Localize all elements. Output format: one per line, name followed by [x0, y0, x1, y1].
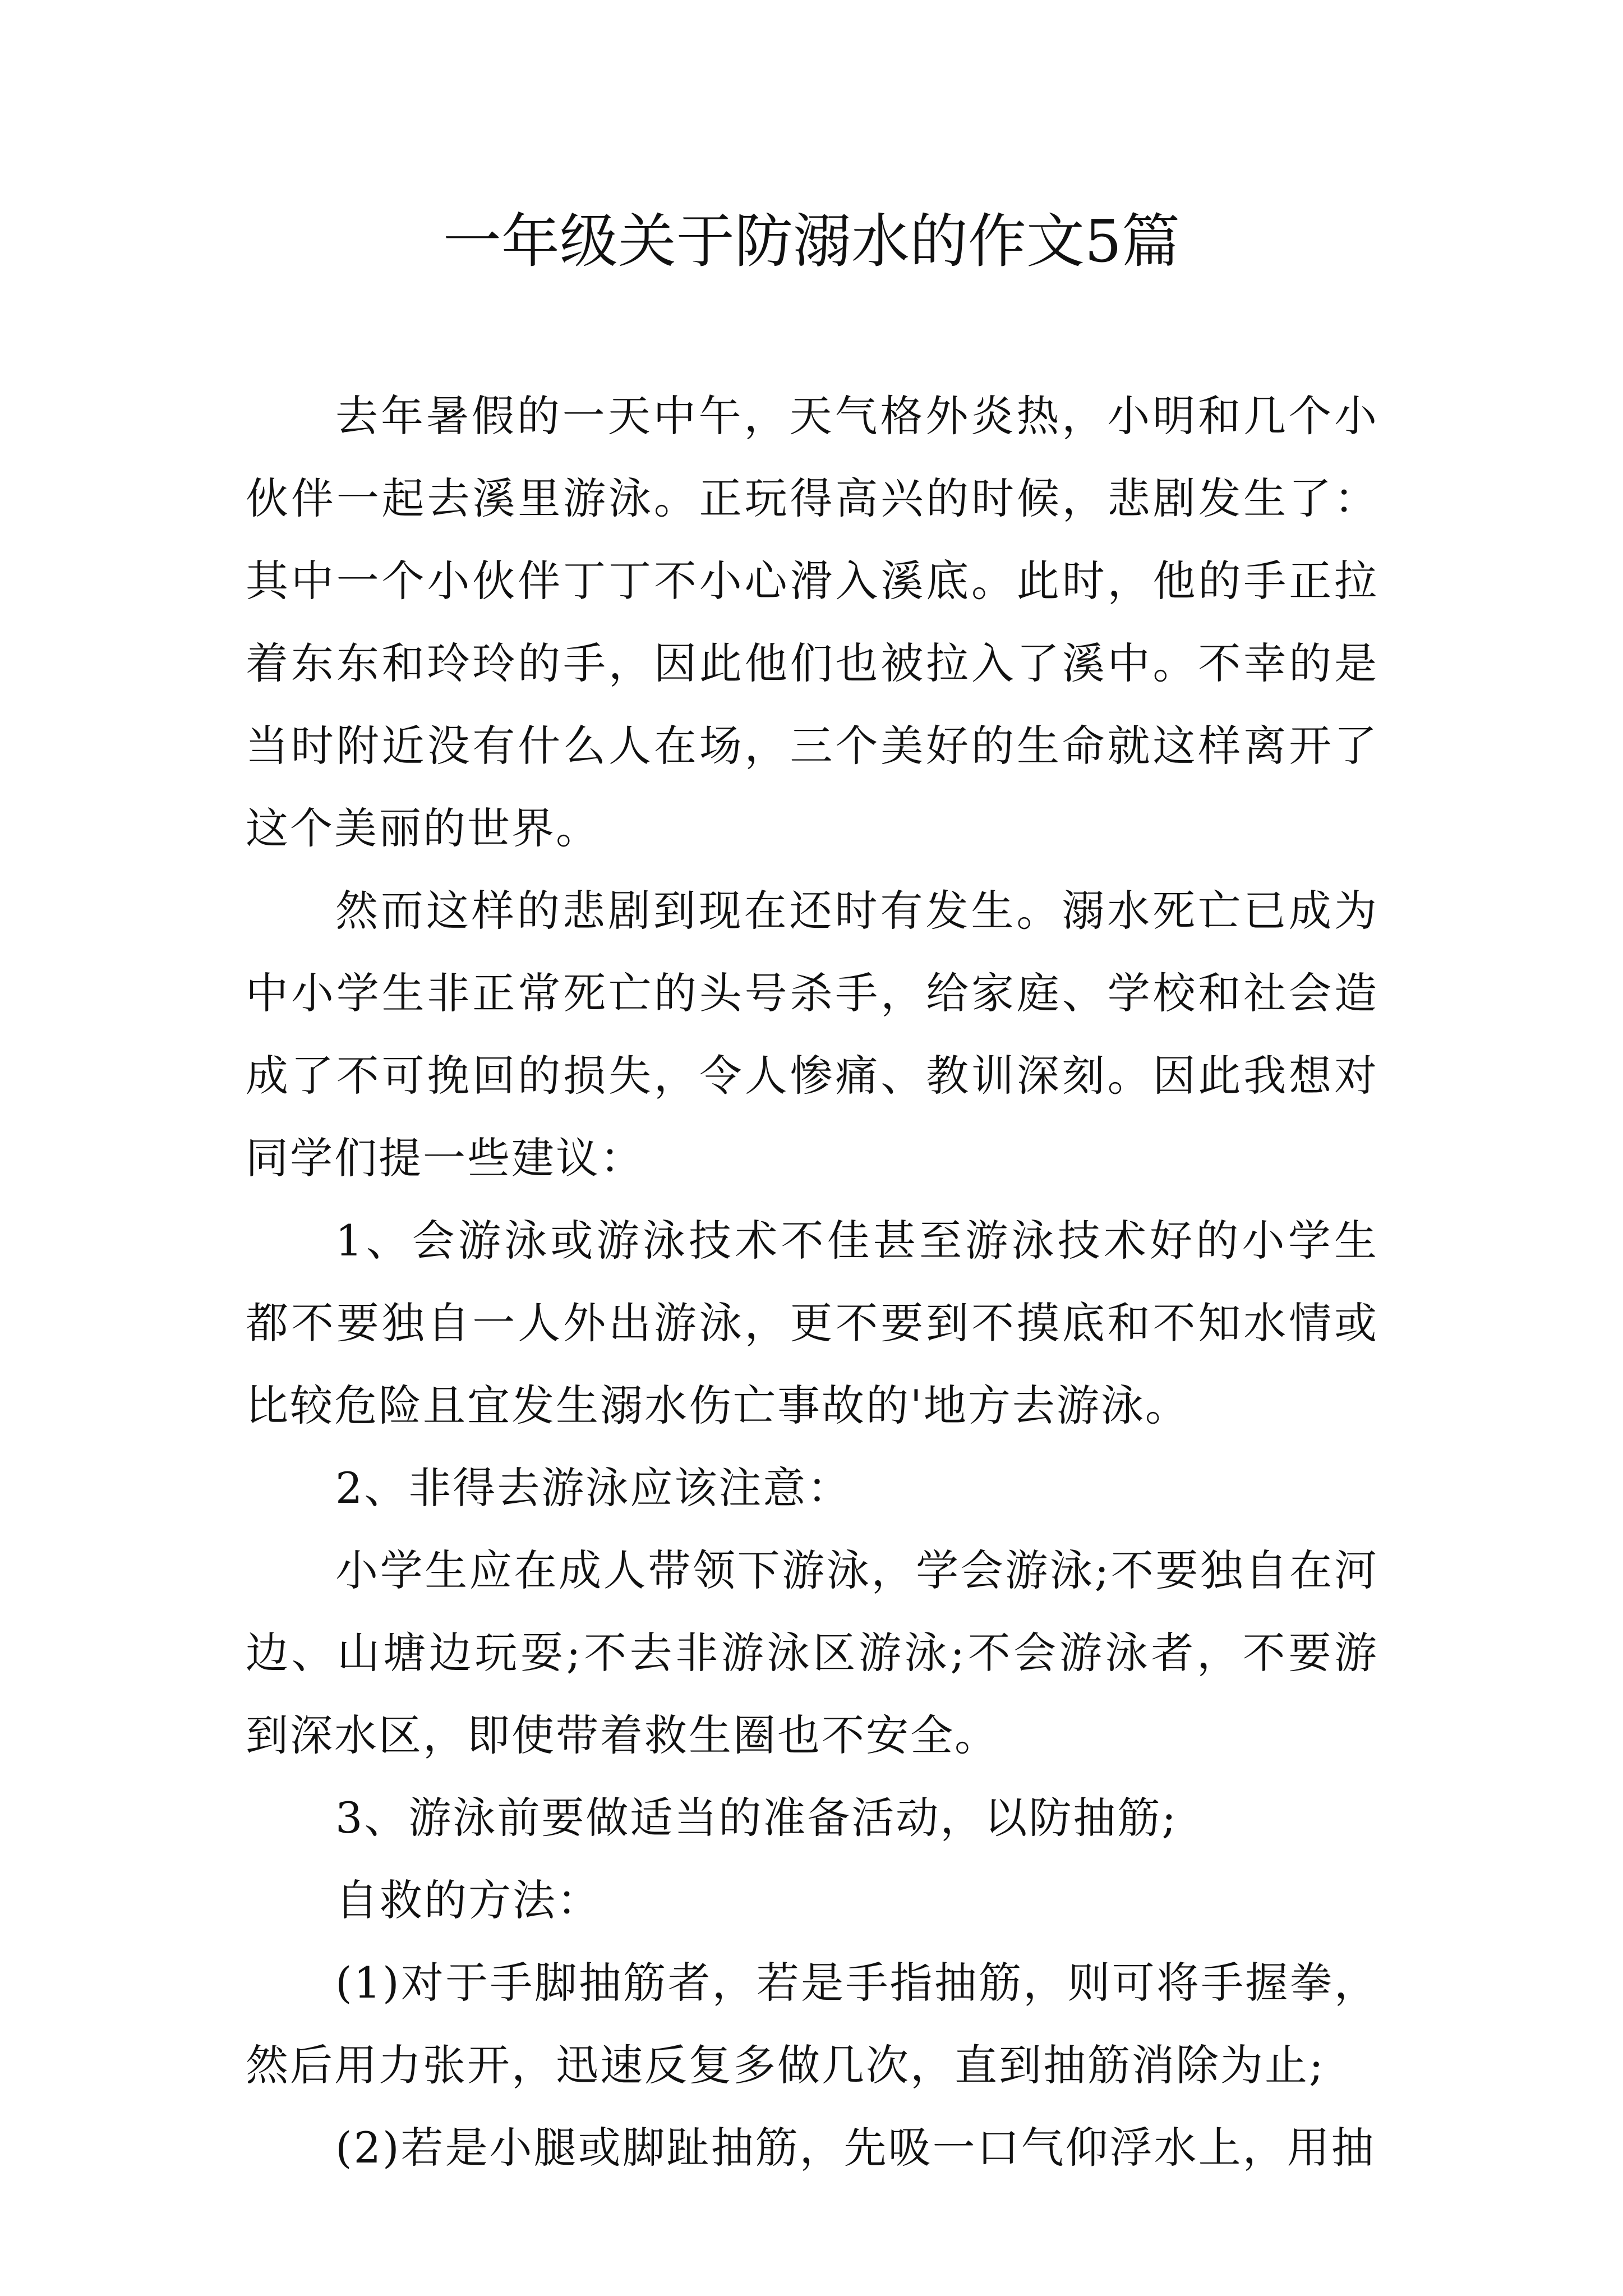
paragraph: 3、游泳前要做适当的准备活动，以防抽筋; — [335, 1793, 1178, 1843]
paragraph: 自救的方法： — [335, 1875, 601, 1925]
paragraph: (2)若是小腿或脚趾抽筋，先吸一口气仰浮水上，用抽 — [335, 2123, 1376, 2173]
document-title: 一年级关于防溺水的作文5篇 — [442, 207, 1181, 275]
paragraph: 去年暑假的一天中午，天气格外炎热，小明和几个小伙伴一起去溪里游泳。正玩得高兴的时候，悲剧发生了：其中一个小伙伴丁丁不小心滑入溪底。此时，他的手正拉着东东和玲玲的手，因此他们也被拉入了溪中。不幸的是当时附近没有什么人在场，三个美好的生命就这样离开了这个美丽的世界。 — [246, 391, 1378, 853]
paragraph: 然而这样的悲剧到现在还时有发生。溺水死亡已成为中小学生非正常死亡的头号杀手，给家庭、学校和社会造成了不可挽回的损失，令人惨痛、教训深刻。因此我想对同学们提一些建议： — [246, 886, 1378, 1183]
paragraph: 2、非得去游泳应该注意： — [335, 1463, 852, 1513]
document-body — [246, 375, 1378, 2189]
paragraph: (1)对于手脚抽筋者，若是手指抽筋，则可将手握拳，然后用力张开，迅速反复多做几次，直到抽筋消除为止; — [246, 1958, 1378, 2090]
paragraph: 1、会游泳或游泳技术不佳甚至游泳技术好的小学生都不要独自一人外出游泳，更不要到不摸底和不知水情或比较危险且宜发生溺水伤亡事故的'地方去游泳。 — [246, 1216, 1378, 1430]
paragraph: 小学生应在成人带领下游泳，学会游泳;不要独自在河边、山塘边玩耍;不去非游泳区游泳;不会游泳者，不要游到深水区，即使带着救生圈也不安全。 — [246, 1545, 1378, 1760]
